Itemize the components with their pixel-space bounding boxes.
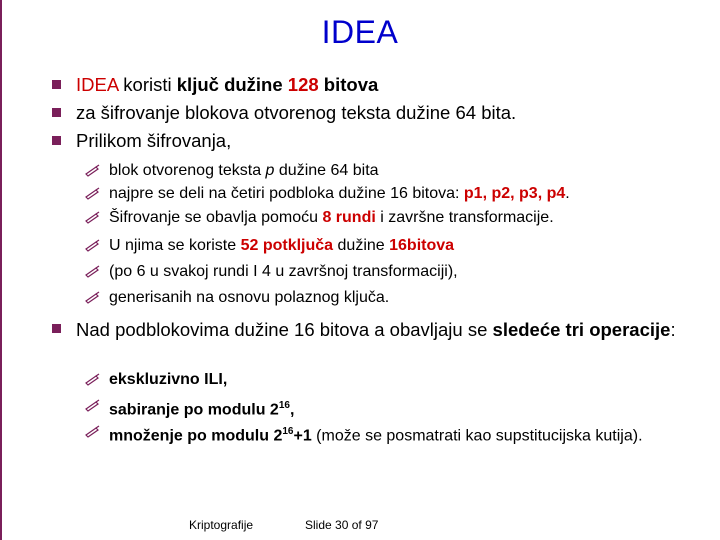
sub-bullet-5 <box>109 262 458 282</box>
sub-bullet-2 <box>109 184 570 204</box>
square-bullet-icon <box>52 324 61 333</box>
sub-5-text: (po 6 u svakoj rundi I 4 u završnoj transformaciji), <box>109 263 458 280</box>
bullet-1-text-b: ključ dužine <box>176 74 288 95</box>
op-3-text-d: (može se posmatrati kao supstitucijska kutija). <box>311 427 643 445</box>
bullet-3-text: Prilikom šifrovanja, <box>76 130 232 151</box>
slide-title: IDEA <box>321 14 399 50</box>
sub-1-text-b: p <box>265 162 275 179</box>
pen-bullet-icon <box>85 162 101 178</box>
square-bullet-icon <box>52 136 61 145</box>
op-3-text-c: +1 <box>293 427 312 445</box>
bullet-2-text: za šifrovanje blokova otvorenog teksta dužine 64 bita. <box>76 102 517 123</box>
bullet-1-text-a: koristi <box>118 74 177 95</box>
sub-3-text-c: i završne transformacije. <box>375 209 554 226</box>
bullet-4-text-b: sledeće tri operacije <box>492 319 671 340</box>
pen-bullet-icon <box>85 237 101 253</box>
sub-3-text-b: 8 rundi <box>322 209 376 226</box>
pen-bullet-icon <box>85 397 101 413</box>
op-1-text: ekskluzivno ILI, <box>109 371 228 388</box>
sub-2-text-a: najpre se deli na četiri podbloka dužine 16 bitova: <box>109 185 464 202</box>
footer-slide-total: 97 <box>365 518 379 532</box>
sub-3-text-a: Šifrovanje se obavlja pomoću <box>109 209 323 226</box>
sub-1-text-c: dužine 64 bita <box>274 162 379 179</box>
square-bullet-icon <box>52 80 61 89</box>
sub-bullet-4 <box>109 236 454 256</box>
op-2-text-a: sabiranje po modulu 2 <box>109 401 279 419</box>
bullet-4-text-c: : <box>670 319 676 340</box>
footer-slide-number <box>305 518 378 532</box>
sub-1-text-a: blok otvorenog teksta <box>109 162 266 179</box>
sub-bullet-1 <box>109 161 379 181</box>
footer-of-word: of <box>351 518 362 532</box>
bullet-1-text-c: bitova <box>318 74 379 95</box>
footer-slide-num: 30 <box>335 518 349 532</box>
pen-bullet-icon <box>85 371 101 387</box>
slide-frame-border <box>0 0 2 540</box>
sub-6-text: generisanih na osnovu polaznog ključa. <box>109 289 390 306</box>
op-2-text-c: , <box>289 401 295 419</box>
sub-4-text-b: 52 potključa <box>240 237 334 254</box>
bullet-2 <box>76 102 516 124</box>
bullet-4-text-a: Nad podblokovima dužine 16 bitova a obavljaju se <box>76 319 493 340</box>
op-1 <box>109 370 227 390</box>
footer-slide-word: Slide <box>305 518 332 532</box>
sub-bullet-6 <box>109 288 389 308</box>
pen-bullet-icon <box>85 263 101 279</box>
pen-bullet-icon <box>85 185 101 201</box>
op-2-exponent: 16 <box>278 400 290 411</box>
sub-2-text-b: p1, p2, p3, p4 <box>463 185 566 202</box>
sub-2-text-c: . <box>565 185 570 202</box>
op-3-exponent: 16 <box>282 426 294 437</box>
idea-keyword: IDEA <box>76 74 119 95</box>
sub-4-text-a: U njima se koriste <box>109 237 241 254</box>
key-length-128: 128 <box>287 74 319 95</box>
sub-4-text-c: dužine <box>333 237 390 254</box>
bullet-3 <box>76 130 231 152</box>
op-3-text-a: množenje po modulu 2 <box>109 427 283 445</box>
pen-bullet-icon <box>85 209 101 225</box>
bullet-4 <box>76 318 676 342</box>
op-3 <box>109 422 669 446</box>
bullet-1 <box>76 74 378 96</box>
sub-4-text-d: 16bitova <box>389 237 455 254</box>
op-2 <box>109 396 294 420</box>
footer-course: Kriptografije <box>189 518 254 532</box>
sub-bullet-3 <box>109 208 554 228</box>
square-bullet-icon <box>52 108 61 117</box>
pen-bullet-icon <box>85 423 101 439</box>
pen-bullet-icon <box>85 289 101 305</box>
